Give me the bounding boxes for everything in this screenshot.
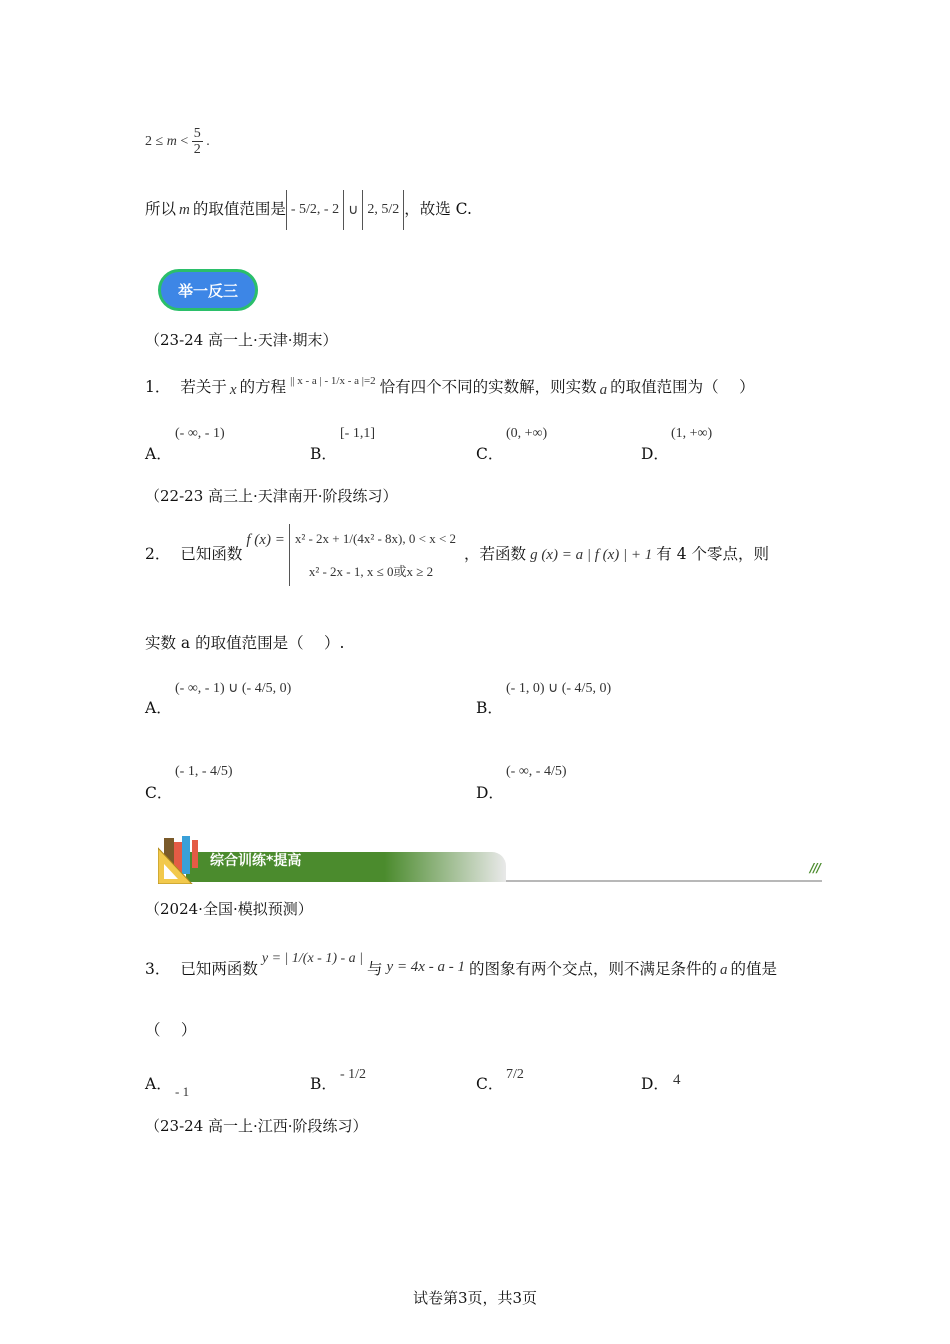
badge-juyi-fansan [158,269,258,311]
range-b [362,190,404,230]
option-value: - 1 [175,1084,190,1099]
ineq-dot: . [206,134,210,150]
ineq-lt: < [180,134,189,150]
bracket-close [343,190,344,230]
g-definition: g (x) = a | f (x) | + 1 [530,546,653,563]
banner-label: 综合训练*提高 [210,853,302,869]
stem-var-a: a [599,381,608,398]
stem-text: 的图象有两个交点，则不满足条件的 [468,960,717,979]
bracket-open [362,190,363,230]
book-ruler-icon [158,834,206,884]
conclusion-var: m [179,201,190,218]
conclusion-suffix: ，故选 C. [404,200,472,219]
problem-3-answer-paren: （ ） [145,1021,197,1039]
option-label: A． [145,1075,172,1093]
option-label: D． [476,784,504,802]
option-value: [- 1,1] [340,426,375,441]
option-label: D． [641,1075,669,1093]
option-label: C． [476,445,504,463]
problem-number: 3． [145,960,171,979]
function-2: y = 4x - a - 1 [386,958,465,975]
badge-label: 举一反三 [177,281,238,300]
piece-1: x² - 2x + 1/(4x² - 8x), 0 < x < 2 [294,530,457,546]
equation: || x - a | - 1/x - a |=2 [290,375,376,387]
problem-2-source: （22-23 高三上·天津南开·阶段练习） [145,487,398,505]
option-label: A． [145,445,172,463]
stem-var-x: x [229,381,237,398]
stem-text: 若关于 [180,378,227,397]
stem-text: 的值是 [730,960,777,979]
range-b-value: 2, 5/2 [367,202,400,217]
problem-number: 2． [145,545,171,564]
stem-text: 的取值范围为（ ） [610,378,755,397]
option-label: C． [145,784,173,802]
option-value: (1, +∞) [671,426,713,441]
stem-var-a: a [719,961,728,978]
stem-text: 已知函数 [180,545,243,564]
stem-text: 与 [367,960,383,979]
stem-text: ，若函数 [464,545,527,564]
option-value: 7/2 [506,1067,524,1082]
ineq-left: 2 ≤ [145,134,164,150]
option-value: (- ∞, - 4/5) [506,764,567,779]
conclusion-prefix: 所以 [145,200,177,219]
ineq-var: m [166,134,177,150]
option-value: (0, +∞) [506,426,548,441]
section-banner [158,834,822,884]
stem-text: 已知两函数 [180,960,258,979]
stem-text: 有 4 个零点，则 [656,545,769,564]
bracket-open [286,190,287,230]
problem-2-stem [145,520,769,590]
range-a-value: - 5/2, - 2 [290,202,340,217]
option-label: B． [476,699,503,717]
problem-3-source: （2024·全国·模拟预测） [145,900,313,918]
problem-3-stem [145,940,777,1000]
option-value: (- 1, - 4/5) [175,764,233,779]
option-value: (- 1, 0) ∪ (- 4/5, 0) [506,681,612,696]
option-label: C． [476,1075,504,1093]
option-label: B． [310,1075,337,1093]
frac-den: 2 [193,142,201,158]
page-footer: 试卷第3页，共3页 [412,1289,538,1307]
problem-2-stem-cont: 实数 a 的取值范围是（ ）. [145,634,345,652]
option-value: (- ∞, - 1) [175,426,225,441]
union-symbol: ∪ [348,202,359,218]
option-value: 4 [673,1072,681,1088]
problem-1-stem [145,372,755,404]
solution-conclusion [145,188,472,232]
option-value: - 1/2 [340,1067,367,1082]
piece-2: x² - 2x - 1, x ≤ 0或x ≥ 2 [308,563,434,579]
solution-inequality [145,126,210,158]
option-value: (- ∞, - 1) ∪ (- 4/5, 0) [175,681,292,696]
fraction-5-2 [192,126,203,158]
problem-4-source: （23-24 高一上·江西·阶段练习） [145,1117,368,1135]
stem-text: 恰有四个不同的实数解，则实数 [379,378,597,397]
problem-number: 1． [145,378,171,397]
range-a [286,190,344,230]
problem-1-source: （23-24 高一上·天津·期末） [145,331,338,349]
f-definition: f (x) = [246,531,285,548]
function-1: y = | 1/(x - 1) - a | [261,951,364,966]
banner-marks: /// [809,861,820,875]
piecewise-function [289,524,456,586]
option-label: A． [145,699,172,717]
stem-text: 的方程 [239,378,287,397]
frac-num: 5 [193,126,201,141]
conclusion-mid: 的取值范围是 [192,200,286,219]
brace-left [289,524,290,586]
option-label: D． [641,445,669,463]
option-label: B． [310,445,337,463]
